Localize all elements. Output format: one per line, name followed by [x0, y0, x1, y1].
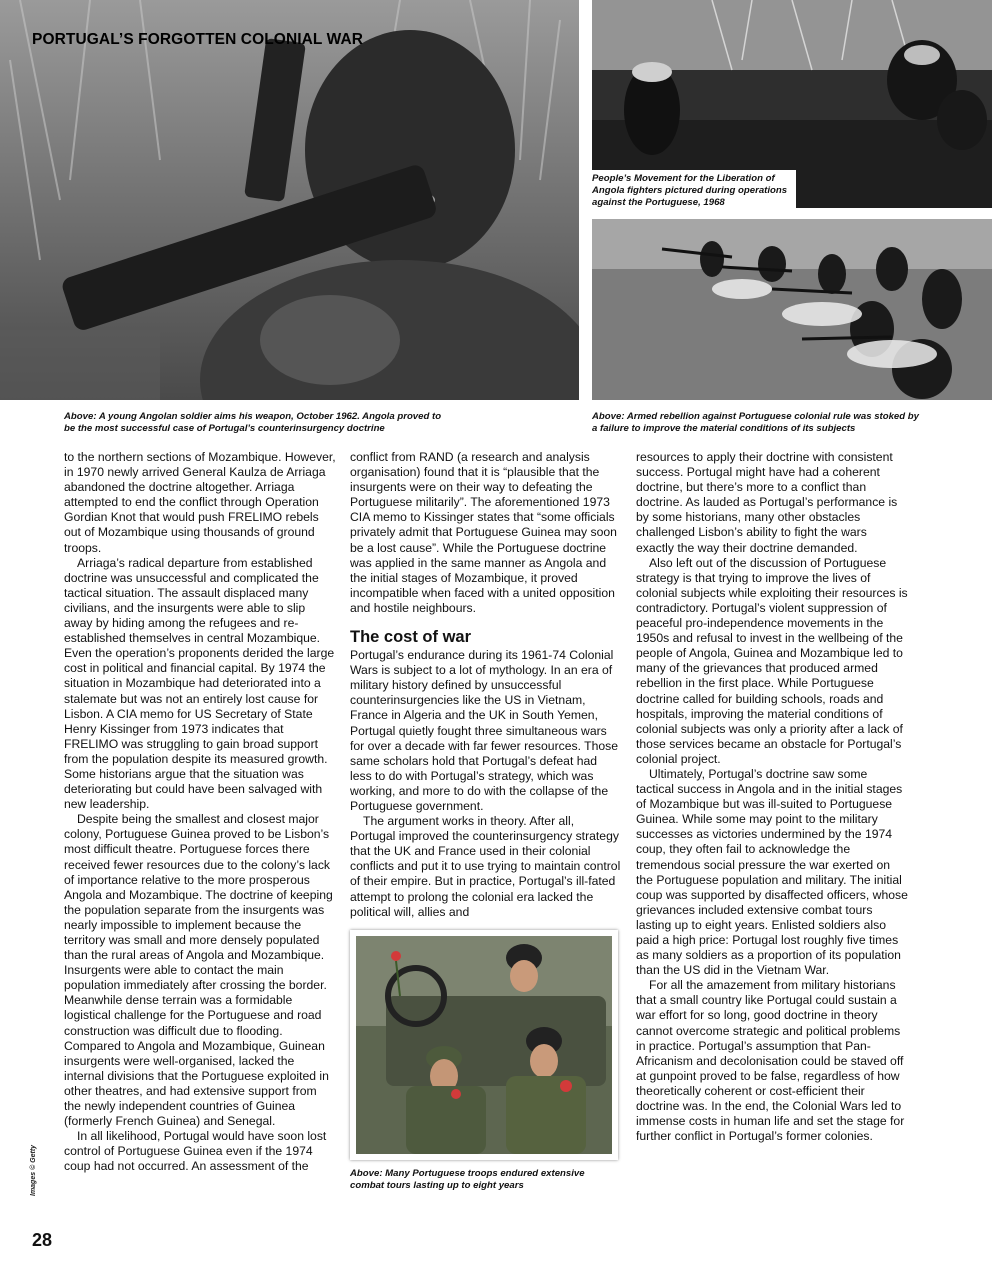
paragraph: Ultimately, Portugal’s doctrine saw some tactical success in Angola and in the initial stages of Mozambique but was ill-suited to Portuguese Guinea. While some may point to the military successes as victories undermined by the 1974 coup, they often fail to acknowledge the tremendous social pressure the war exerted on the Portuguese population and military. The initial coup was supported by disaffected officers, whose grievances included extensive combat tours lasting up to eight years. Enlisted soldiers also paid a high price: Portugal lost roughly five times as many soldiers as a proportion of its population than the US did in the Vietnam War. — [636, 766, 908, 978]
paragraph: Portugal’s endurance during its 1961-74 Colonial Wars is subject to a lot of mythology. In an era of military history defined by unsuccessful counterinsurgencies like the US in Vietnam, France in Algeria and the UK in South Yemen, Portugal quietly fought three simultaneous wars for over a decade with far fewer resources. Those same scholars hold that Portugal’s defeat had less to do with Portugal’s strategy, which was working, and more to do with the collapse of the Portuguese government. — [350, 648, 619, 813]
paragraph: For all the amazement from military historians that a small country like Portugal could sustain a war effort for so long, good doctrine in theory cannot overcome strategic and political problems in practice. Portugal’s assumption that Pan-Africanism and decolonisation could be staved off at gunpoint proved to be false, regardless of how theoretically coherent or cost-efficient their doctrine was. In the end, the Colonial Wars led to immense costs in human life and set the stage for further conflict in Portugal’s former colonies. — [636, 978, 905, 1144]
paragraph: to the northern sections of Mozambique. However, in 1970 newly arrived General Kaulza de Arriaga abandoned the doctrine altogether. Arriaga attempted to end the conflict through Operation Gordian Knot that would push FRELIMO rebels out of Mozambique using thousands of ground troops. — [64, 450, 336, 555]
paragraph: In all likelihood, Portugal would have soon lost control of Portuguese Guinea even if the 1974 coup had not occurred. An assessment of the — [64, 1129, 327, 1174]
inset-photo-frame — [350, 930, 618, 1160]
caption-text: Armed rebellion against Portuguese colonial rule was stoked by a failure to improve the material conditions of its subjects — [592, 411, 919, 434]
caption-lead: Above: — [592, 411, 625, 422]
article-column-3 — [636, 450, 908, 1144]
caption-portuguese-troops — [350, 1168, 610, 1192]
page-number: 28 — [32, 1230, 53, 1250]
caption-text: A young Angolan soldier aims his weapon, October 1962. Angola proved to be the most successful case of Portugal’s counterinsurgency doctrine — [64, 411, 442, 434]
paragraph: The argument works in theory. After all, Portugal improved the counterinsurgency strategy that the UK and France used in their colonial conflicts and put it to use trying to maintain control of their empire. But in practice, Portugal’s ill-fated attempt to prolong the colonial era lacked the political will, allies and — [350, 814, 621, 919]
paragraph: Also left out of the discussion of Portuguese strategy is that trying to improve the lives of colonial subjects while exploiting their resources is contradictory. Portugal’s violent suppression of peaceful pro-independence movements in the 1950s and refusal to invest in the wellbeing of the people of Angola, Guinea and Mozambique led to many of the grievances that produced armed rebellion in the first place. While Portuguese doctrine called for building schools, roads and hospitals, improving the material conditions of colonial subjects was only a priority after a lack of those services became an obstacle for Portugal’s colonial project. — [636, 555, 908, 766]
paragraph: Despite being the smallest and closest major colony, Portuguese Guinea proved to be Lisbon’s most difficult theatre. Portuguese forces there received fewer resources due to the colony’s lack of importance relative to the more prosperous Angola and Mozambique. The doctrine of keeping the population separate from the insurgents was nearly impossible to implement because the territory was small and more densely populated than the rural areas of Angola and Mozambique. Insurgents were able to contact the main population immediately after crossing the border. Meanwhile dense terrain was a formidable logistical challenge for the Portuguese and road construction was difficult due to flooding. Compared to Angola and Mozambique, Guinean insurgents were well-organised, lacked the internal divisions that the Portuguese exploited in other theatres, and had extensive support from the newly independent countries of Guinea (formerly French Guinea) and Senegal. — [64, 812, 333, 1129]
caption-lead: Above: — [350, 1168, 383, 1179]
paragraph: resources to apply their doctrine with consistent success. Portugal might have had a coherent doctrine, but there’s more to a conflict than doctrine. As lauded as Portugal’s performance is by some historians, many other obstacles challenged Lisbon’s ability to fight the wars exactly the way their doctrine demanded. — [636, 450, 898, 555]
caption-river-photo: People’s Movement for the Liberation of Angola fighters pictured during operations against the Portuguese, 1968 — [592, 170, 796, 213]
section-heading: The cost of war — [350, 628, 472, 647]
article-column-2 — [350, 450, 622, 920]
paragraph: Arriaga’s radical departure from established doctrine was unsuccessful and complicated the tactical situation. The assault displaced many civilians, and the insurgents were able to slip away by hiding among the refugees and re-established themselves in central Mozambique. Even the operation’s proponents derided the large cost in political and financial capital. By 1974 the situation in Mozambique had deteriorated into a stalemate but was not an entirely lost cause for Lisbon. A CIA memo for US Secretary of State Henry Kissinger from 1973 indicates that FRELIMO was struggling to gain broad support from the population despite its measured growth. Some historians argue that the situation was deteriorating but could have been salvaged with new leadership. — [64, 555, 335, 812]
image-credit: Images © Getty — [30, 1144, 37, 1196]
caption-young-soldier — [64, 411, 444, 435]
article-column-1 — [64, 450, 336, 1175]
photo-young-angolan-soldier — [0, 0, 579, 400]
caption-text: Many Portuguese troops endured extensive combat tours lasting up to eight years — [350, 1168, 585, 1191]
photo-portuguese-troops-carnation — [356, 936, 612, 1154]
caption-armed-rebellion — [592, 411, 922, 435]
photo-armed-rebels-prone — [592, 219, 992, 400]
paragraph: conflict from RAND (a research and analysis organisation) found that it is “plausible that the insurgents were on their way to defeating the Portuguese militarily”. The aforementioned 1973 CIA memo to Kissinger states that “some officials privately admit that Portuguese Guinea may soon be a lost cause”. While the Portuguese doctrine was applied in the same manner as Angola and the initial stages of Mozambique, it proved incompatible when faced with a united opposition and hostile neighbours. — [350, 450, 617, 615]
caption-lead: Above: — [64, 411, 97, 422]
page-header: PORTUGAL’S FORGOTTEN COLONIAL WAR — [32, 31, 364, 48]
